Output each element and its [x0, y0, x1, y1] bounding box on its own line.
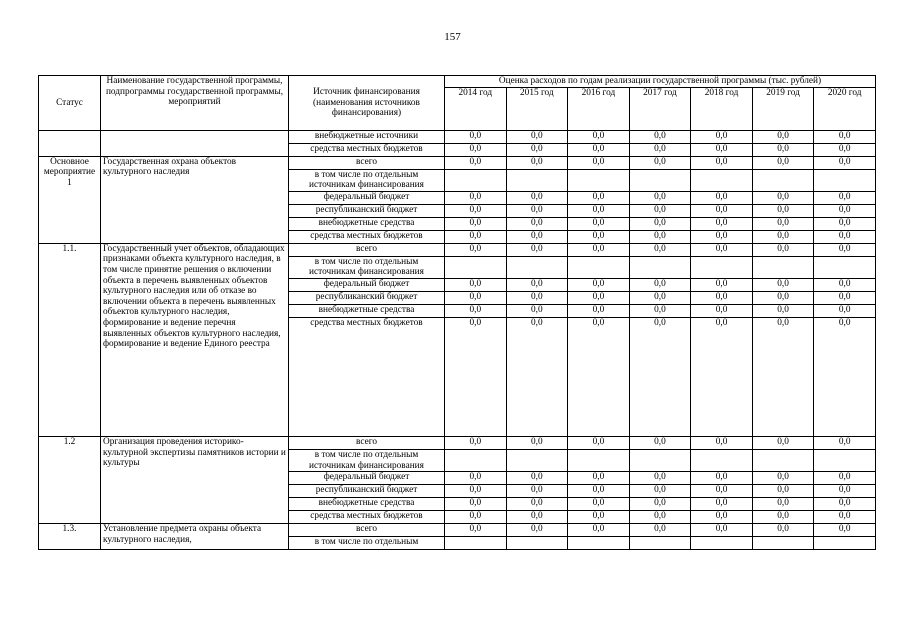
value-cell: 0,0: [629, 278, 691, 291]
header-year: 2017 год: [629, 87, 691, 130]
value-cell: 0,0: [691, 511, 753, 524]
value-cell: 0,0: [691, 204, 753, 217]
value-cell: 0,0: [568, 472, 630, 485]
value-cell: 0,0: [691, 498, 753, 511]
source-cell: в том числе по отдельным источникам финансирования: [289, 169, 445, 191]
value-cell: 0,0: [506, 204, 568, 217]
table-row: [39, 156, 876, 169]
value-cell: 0,0: [506, 498, 568, 511]
source-cell: республиканский бюджет: [289, 204, 445, 217]
value-cell: 0,0: [691, 524, 753, 537]
value-cell: 0,0: [568, 230, 630, 243]
value-cell: 0,0: [445, 130, 507, 143]
value-cell: [814, 256, 876, 278]
value-cell: [445, 256, 507, 278]
value-cell: 0,0: [814, 472, 876, 485]
source-cell: всего: [289, 243, 445, 256]
value-cell: 0,0: [568, 291, 630, 304]
value-cell: 0,0: [629, 204, 691, 217]
value-cell: 0,0: [629, 317, 691, 436]
source-cell: федеральный бюджет: [289, 472, 445, 485]
table-row: [39, 243, 876, 256]
value-cell: 0,0: [814, 291, 876, 304]
value-cell: 0,0: [568, 436, 630, 449]
value-cell: 0,0: [629, 485, 691, 498]
value-cell: 0,0: [752, 291, 814, 304]
value-cell: 0,0: [629, 511, 691, 524]
source-cell: республиканский бюджет: [289, 291, 445, 304]
value-cell: 0,0: [568, 143, 630, 156]
value-cell: 0,0: [629, 436, 691, 449]
value-cell: 0,0: [506, 156, 568, 169]
header-year: 2016 год: [568, 87, 630, 130]
value-cell: 0,0: [445, 243, 507, 256]
value-cell: [814, 537, 876, 550]
value-cell: [506, 256, 568, 278]
value-cell: [506, 449, 568, 471]
header-year: 2014 год: [445, 87, 507, 130]
value-cell: 0,0: [445, 204, 507, 217]
value-cell: 0,0: [629, 472, 691, 485]
page-number: 157: [444, 31, 461, 43]
source-cell: средства местных бюджетов: [289, 317, 445, 436]
value-cell: 0,0: [445, 191, 507, 204]
value-cell: 0,0: [691, 436, 753, 449]
value-cell: 0,0: [506, 511, 568, 524]
value-cell: 0,0: [629, 524, 691, 537]
value-cell: [629, 256, 691, 278]
value-cell: 0,0: [629, 156, 691, 169]
value-cell: 0,0: [752, 156, 814, 169]
name-cell: [101, 130, 289, 156]
value-cell: 0,0: [752, 230, 814, 243]
value-cell: 0,0: [752, 143, 814, 156]
value-cell: [752, 537, 814, 550]
value-cell: 0,0: [752, 304, 814, 317]
value-cell: 0,0: [629, 230, 691, 243]
value-cell: 0,0: [814, 278, 876, 291]
source-cell: внебюджетные средства: [289, 217, 445, 230]
value-cell: 0,0: [506, 485, 568, 498]
value-cell: 0,0: [691, 278, 753, 291]
value-cell: 0,0: [752, 243, 814, 256]
program-name-cell: Установление предмета охраны объекта культурного наследия,: [101, 524, 289, 550]
value-cell: 0,0: [568, 243, 630, 256]
value-cell: 0,0: [506, 230, 568, 243]
value-cell: 0,0: [814, 143, 876, 156]
value-cell: 0,0: [752, 278, 814, 291]
value-cell: 0,0: [568, 278, 630, 291]
value-cell: [629, 449, 691, 471]
header-year: 2019 год: [752, 87, 814, 130]
value-cell: 0,0: [752, 204, 814, 217]
value-cell: 0,0: [445, 511, 507, 524]
value-cell: 0,0: [629, 498, 691, 511]
value-cell: [445, 449, 507, 471]
value-cell: 0,0: [814, 485, 876, 498]
value-cell: 0,0: [629, 243, 691, 256]
source-cell: средства местных бюджетов: [289, 511, 445, 524]
value-cell: 0,0: [568, 524, 630, 537]
table-body: [39, 130, 876, 550]
value-cell: 0,0: [506, 472, 568, 485]
value-cell: 0,0: [691, 485, 753, 498]
header-year: 2020 год: [814, 87, 876, 130]
value-cell: 0,0: [629, 130, 691, 143]
value-cell: 0,0: [752, 511, 814, 524]
value-cell: 0,0: [568, 498, 630, 511]
source-cell: внебюджетные средства: [289, 498, 445, 511]
value-cell: 0,0: [691, 317, 753, 436]
status-cell: 1.3.: [39, 524, 101, 550]
value-cell: 0,0: [506, 317, 568, 436]
value-cell: 0,0: [445, 472, 507, 485]
table-row: [39, 436, 876, 449]
value-cell: [568, 169, 630, 191]
source-cell: средства местных бюджетов: [289, 230, 445, 243]
value-cell: [752, 449, 814, 471]
value-cell: 0,0: [691, 472, 753, 485]
value-cell: 0,0: [568, 156, 630, 169]
value-cell: 0,0: [814, 204, 876, 217]
value-cell: 0,0: [506, 191, 568, 204]
value-cell: 0,0: [568, 511, 630, 524]
table-row: [39, 524, 876, 537]
value-cell: 0,0: [814, 304, 876, 317]
program-name-cell: Организация проведения историко-культурной экспертизы памятников истории и культуры: [101, 436, 289, 523]
value-cell: [568, 537, 630, 550]
value-cell: 0,0: [814, 243, 876, 256]
status-cell: 1.1.: [39, 243, 101, 436]
value-cell: 0,0: [814, 511, 876, 524]
value-cell: [814, 169, 876, 191]
value-cell: 0,0: [814, 317, 876, 436]
value-cell: 0,0: [445, 524, 507, 537]
value-cell: 0,0: [691, 304, 753, 317]
value-cell: 0,0: [691, 191, 753, 204]
header-year: 2015 год: [506, 87, 568, 130]
value-cell: 0,0: [814, 191, 876, 204]
source-cell: в том числе по отдельным источникам финансирования: [289, 256, 445, 278]
value-cell: 0,0: [506, 304, 568, 317]
header-source: Источник финансирования (наименования источников финансирования): [289, 76, 445, 131]
value-cell: 0,0: [814, 498, 876, 511]
source-cell: в том числе по отдельным: [289, 537, 445, 550]
value-cell: 0,0: [506, 143, 568, 156]
value-cell: 0,0: [752, 485, 814, 498]
value-cell: [629, 537, 691, 550]
value-cell: 0,0: [445, 498, 507, 511]
value-cell: 0,0: [568, 317, 630, 436]
value-cell: 0,0: [691, 217, 753, 230]
value-cell: 0,0: [568, 204, 630, 217]
source-cell: республиканский бюджет: [289, 485, 445, 498]
value-cell: 0,0: [568, 304, 630, 317]
value-cell: [691, 449, 753, 471]
value-cell: [568, 256, 630, 278]
source-cell: средства местных бюджетов: [289, 143, 445, 156]
value-cell: [629, 169, 691, 191]
value-cell: 0,0: [506, 278, 568, 291]
value-cell: 0,0: [752, 217, 814, 230]
value-cell: 0,0: [814, 156, 876, 169]
value-cell: 0,0: [752, 130, 814, 143]
value-cell: [445, 537, 507, 550]
value-cell: [691, 537, 753, 550]
header-year: 2018 год: [691, 87, 753, 130]
value-cell: 0,0: [445, 436, 507, 449]
status-cell: Основное мероприятие 1: [39, 156, 101, 243]
value-cell: 0,0: [752, 524, 814, 537]
value-cell: 0,0: [445, 217, 507, 230]
value-cell: 0,0: [568, 130, 630, 143]
value-cell: 0,0: [752, 317, 814, 436]
program-name-cell: Государственный учет объектов, обладающих признаками объекта культурного наследия, в том числе принятие решения о включении объекта в перечень выявленных объектов культурного наследия или об отказе во включении объекта в перечень выявленных объектов культурного наследия, формирование и ведение перечня выявленных объектов культурного наследия, формирование и ведение Единого реестра: [101, 243, 289, 436]
header-years-caption: Оценка расходов по годам реализации государственной программы (тыс. рублей): [445, 76, 876, 88]
value-cell: 0,0: [506, 243, 568, 256]
source-cell: всего: [289, 156, 445, 169]
value-cell: 0,0: [445, 278, 507, 291]
value-cell: 0,0: [814, 524, 876, 537]
header-name: Наименование государственной программы, подпрограммы государственной программы, мероприятий: [101, 76, 289, 131]
value-cell: 0,0: [568, 191, 630, 204]
value-cell: 0,0: [691, 291, 753, 304]
value-cell: 0,0: [814, 130, 876, 143]
value-cell: 0,0: [568, 217, 630, 230]
value-cell: 0,0: [752, 498, 814, 511]
source-cell: внебюджетные средства: [289, 304, 445, 317]
value-cell: [445, 169, 507, 191]
value-cell: [752, 169, 814, 191]
value-cell: 0,0: [445, 317, 507, 436]
value-cell: 0,0: [445, 291, 507, 304]
status-cell: 1.2: [39, 436, 101, 523]
value-cell: [506, 537, 568, 550]
source-cell: федеральный бюджет: [289, 278, 445, 291]
value-cell: 0,0: [691, 156, 753, 169]
value-cell: 0,0: [752, 436, 814, 449]
program-name-cell: Государственная охрана объектов культурного наследия: [101, 156, 289, 243]
budget-table: [38, 75, 876, 550]
value-cell: 0,0: [445, 485, 507, 498]
source-cell: федеральный бюджет: [289, 191, 445, 204]
value-cell: [752, 256, 814, 278]
value-cell: 0,0: [445, 143, 507, 156]
value-cell: 0,0: [691, 143, 753, 156]
value-cell: 0,0: [629, 143, 691, 156]
header-status: Статус: [39, 76, 101, 131]
value-cell: 0,0: [506, 524, 568, 537]
value-cell: [691, 169, 753, 191]
value-cell: 0,0: [568, 485, 630, 498]
value-cell: 0,0: [445, 230, 507, 243]
value-cell: 0,0: [506, 291, 568, 304]
value-cell: 0,0: [691, 243, 753, 256]
value-cell: [568, 449, 630, 471]
value-cell: [691, 256, 753, 278]
value-cell: 0,0: [814, 230, 876, 243]
value-cell: 0,0: [629, 291, 691, 304]
value-cell: 0,0: [445, 304, 507, 317]
source-cell: в том числе по отдельным источникам финансирования: [289, 449, 445, 471]
value-cell: [506, 169, 568, 191]
value-cell: 0,0: [506, 217, 568, 230]
value-cell: 0,0: [814, 436, 876, 449]
value-cell: 0,0: [506, 130, 568, 143]
value-cell: 0,0: [691, 230, 753, 243]
value-cell: 0,0: [691, 130, 753, 143]
source-cell: всего: [289, 436, 445, 449]
value-cell: 0,0: [506, 436, 568, 449]
value-cell: [814, 449, 876, 471]
status-cell: [39, 130, 101, 156]
value-cell: 0,0: [629, 304, 691, 317]
source-cell: всего: [289, 524, 445, 537]
value-cell: 0,0: [629, 191, 691, 204]
source-cell: внебюджетные источники: [289, 130, 445, 143]
value-cell: 0,0: [629, 217, 691, 230]
table-row: [39, 130, 876, 143]
value-cell: 0,0: [752, 472, 814, 485]
value-cell: 0,0: [814, 217, 876, 230]
value-cell: 0,0: [445, 156, 507, 169]
value-cell: 0,0: [752, 191, 814, 204]
